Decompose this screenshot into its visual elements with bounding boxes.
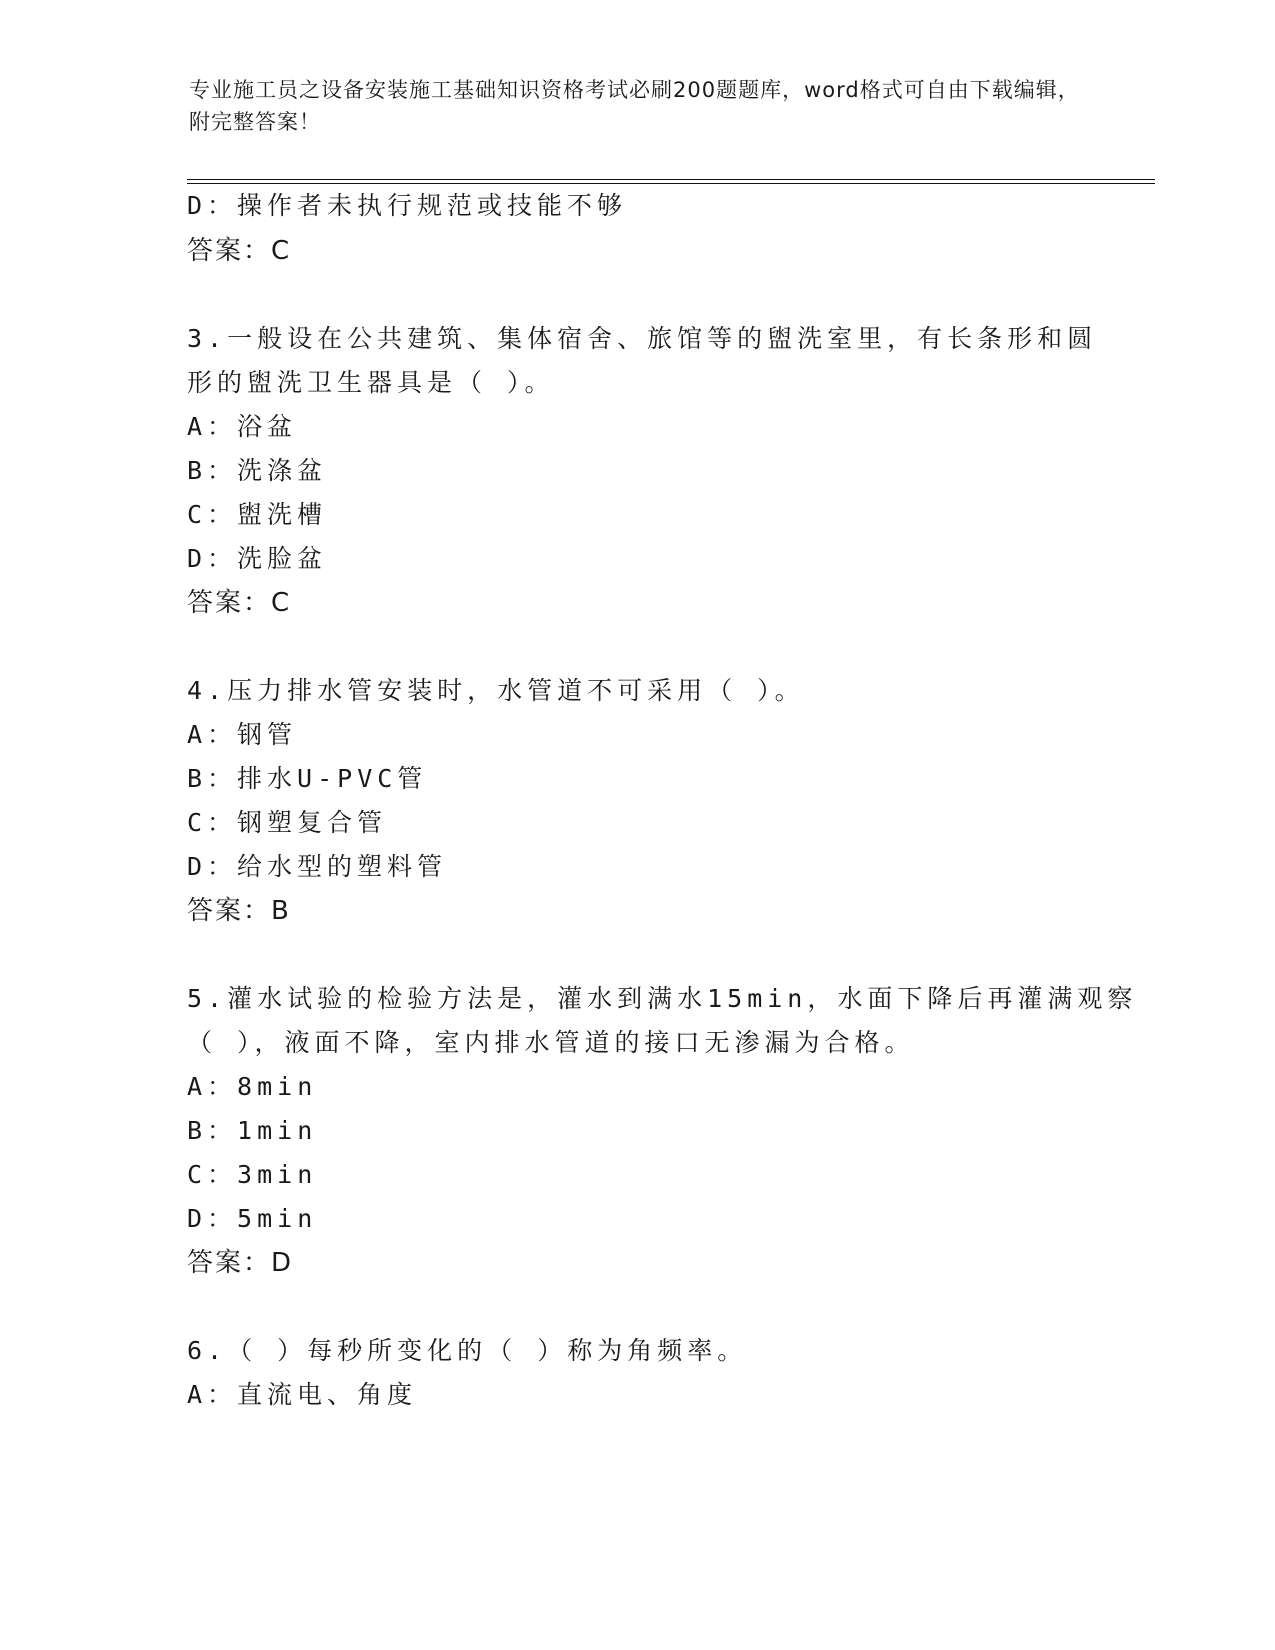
q4-option-b: B：排水U-PVC管 — [187, 764, 428, 793]
header-divider-bottom — [187, 183, 1155, 184]
q2-answer: 答案：C — [187, 236, 292, 266]
header-divider-top — [187, 179, 1155, 180]
q4-option-c: C：钢塑复合管 — [187, 808, 388, 837]
q4-option-a: A：钢管 — [187, 720, 298, 749]
q4-answer: 答案：B — [187, 896, 291, 926]
q5-answer: 答案：D — [187, 1248, 294, 1278]
q4-stem-line1: 4.压力排水管安装时，水管道不可采用（ ）。 — [187, 676, 805, 705]
q5-option-b: B：1min — [187, 1116, 318, 1145]
document-header: 专业施工员之设备安装施工基础知识资格考试必刷200题题库，word格式可自由下载编辑，附完整答案！ — [189, 78, 1080, 134]
q3-stem-line2: 形的盥洗卫生器具是（ ）。 — [187, 368, 555, 397]
q3-answer: 答案：C — [187, 588, 292, 618]
q3-option-a: A：浴盆 — [187, 412, 298, 441]
q6-option-a: A：直流电、角度 — [187, 1380, 418, 1409]
q5-option-d: D：5min — [187, 1204, 318, 1233]
q2-option-d: D：操作者未执行规范或技能不够 — [187, 191, 628, 220]
q3-stem-line1: 3.一般设在公共建筑、集体宿舍、旅馆等的盥洗室里，有长条形和圆 — [187, 324, 1098, 353]
q5-stem-line2: （ ），液面不降，室内排水管道的接口无渗漏为合格。 — [187, 1028, 915, 1057]
q3-option-c: C：盥洗槽 — [187, 500, 328, 529]
q3-option-b: B：洗涤盆 — [187, 456, 328, 485]
q5-stem-line1: 5.灌水试验的检验方法是，灌水到满水15min，水面下降后再灌满观察 — [187, 984, 1138, 1013]
q5-option-a: A：8min — [187, 1072, 318, 1101]
q6-stem-line1: 6.（ ）每秒所变化的（ ）称为角频率。 — [187, 1336, 748, 1365]
q3-option-d: D：洗脸盆 — [187, 544, 328, 573]
q4-option-d: D：给水型的塑料管 — [187, 852, 448, 881]
q5-option-c: C：3min — [187, 1160, 318, 1189]
